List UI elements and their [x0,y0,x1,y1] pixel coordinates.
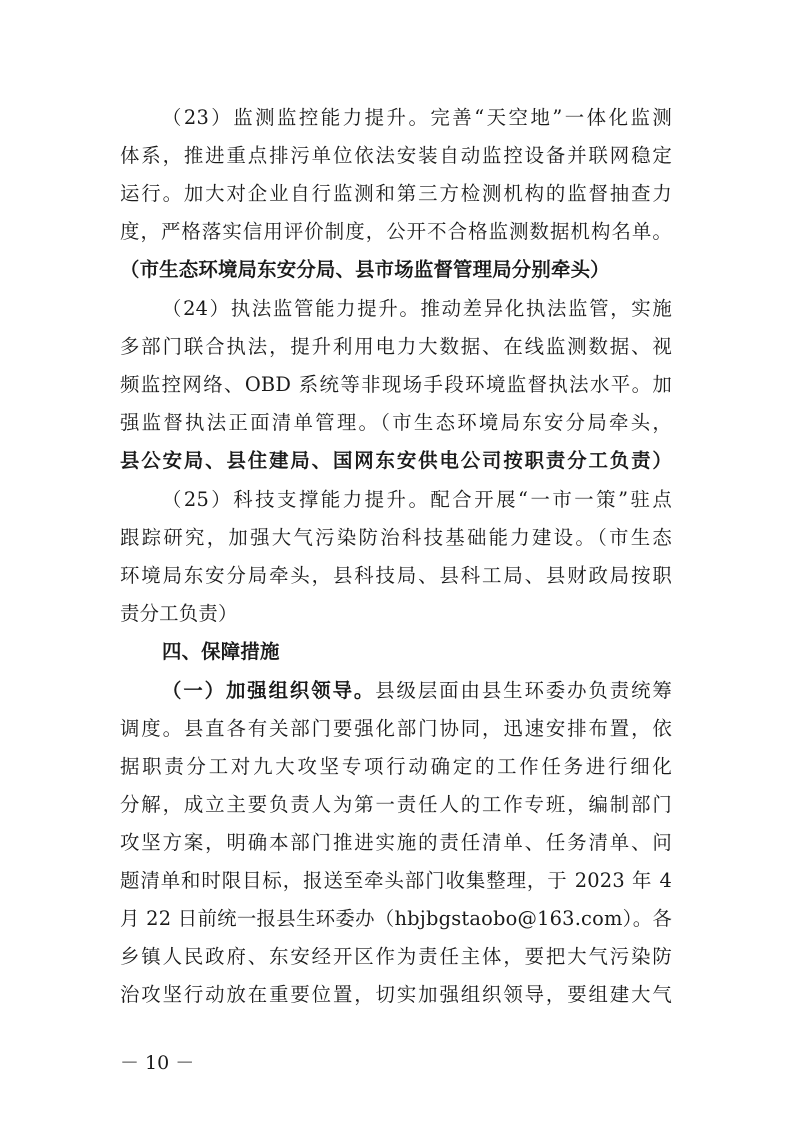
paragraph-1-line-1-text: 县级层面由县生环委办负责统筹 [375,679,672,702]
paragraph-24-line-4: 强监督执法正面清单管理。（市生态环境局东安分局牵头， [120,411,672,434]
paragraph-1-line-3: 据职责分工对九大攻坚专项行动确定的工作任务进行细化 [120,755,672,778]
page-number: － 10 － [120,1052,195,1074]
paragraph-23-line-2: 体系，推进重点排污单位依法安装自动监控设备并联网稳定 [120,144,672,167]
paragraph-1-line-8: 乡镇人民政府、东安经开区作为责任主体，要把大气污染防 [120,945,672,968]
paragraph-25-line-2: 跟踪研究，加强大气污染防治科技基础能力建设。（市生态 [120,526,672,549]
paragraph-24-line-1: （24）执法监管能力提升。推动差异化执法监管，实施 [162,297,672,320]
paragraph-1-line-7: 月 22 日前统一报县生环委办（hbjbgstaobo@163.com）。各 [120,907,672,930]
paragraph-23-line-3: 运行。加大对企业自行监测和第三方检测机构的监督抽查力 [120,182,672,205]
paragraph-25-line-4: 责分工负责） [120,602,238,625]
subsection-lead: （一）加强组织领导。 [162,679,376,702]
paragraph-24-line-3: 频监控网络、OBD 系统等非现场手段环境监督执法水平。加 [120,373,672,396]
paragraph-1-line-4: 分解，成立主要负责人为第一责任人的工作专班，编制部门 [120,793,672,816]
paragraph-1-line-9: 治攻坚行动放在重要位置，切实加强组织领导，要组建大气 [120,983,672,1006]
section-heading: 四、保障措施 [162,640,280,663]
paragraph-25-line-1: （25）科技支撑能力提升。配合开展“一市一策”驻点 [162,488,672,511]
paragraph-25-line-3: 环境局东安分局牵头，县科技局、县科工局、县财政局按职 [120,564,672,587]
paragraph-23-line-4: 度，严格落实信用评价制度，公开不合格监测数据机构名单。 [120,220,672,243]
paragraph-1-line-5: 攻坚方案，明确本部门推进实施的责任清单、任务清单、问 [120,831,672,854]
paragraph-23-line-5: （市生态环境局东安分局、县市场监督管理局分别牵头） [120,258,610,281]
paragraph-1-line-2: 调度。县直各有关部门要强化部门协同，迅速安排布置，依 [120,717,672,740]
paragraph-24-line-2: 多部门联合执法，提升利用电力大数据、在线监测数据、视 [120,335,672,358]
paragraph-1-line-6: 题清单和时限目标，报送至牵头部门收集整理，于 2023 年 4 [120,869,672,892]
paragraph-23-line-1: （23）监测监控能力提升。完善“天空地”一体化监测 [162,106,672,129]
paragraph-1-line-1 [162,672,672,710]
paragraph-24-line-5: 县公安局、县住建局、国网东安供电公司按职责分工负责） [120,449,672,472]
